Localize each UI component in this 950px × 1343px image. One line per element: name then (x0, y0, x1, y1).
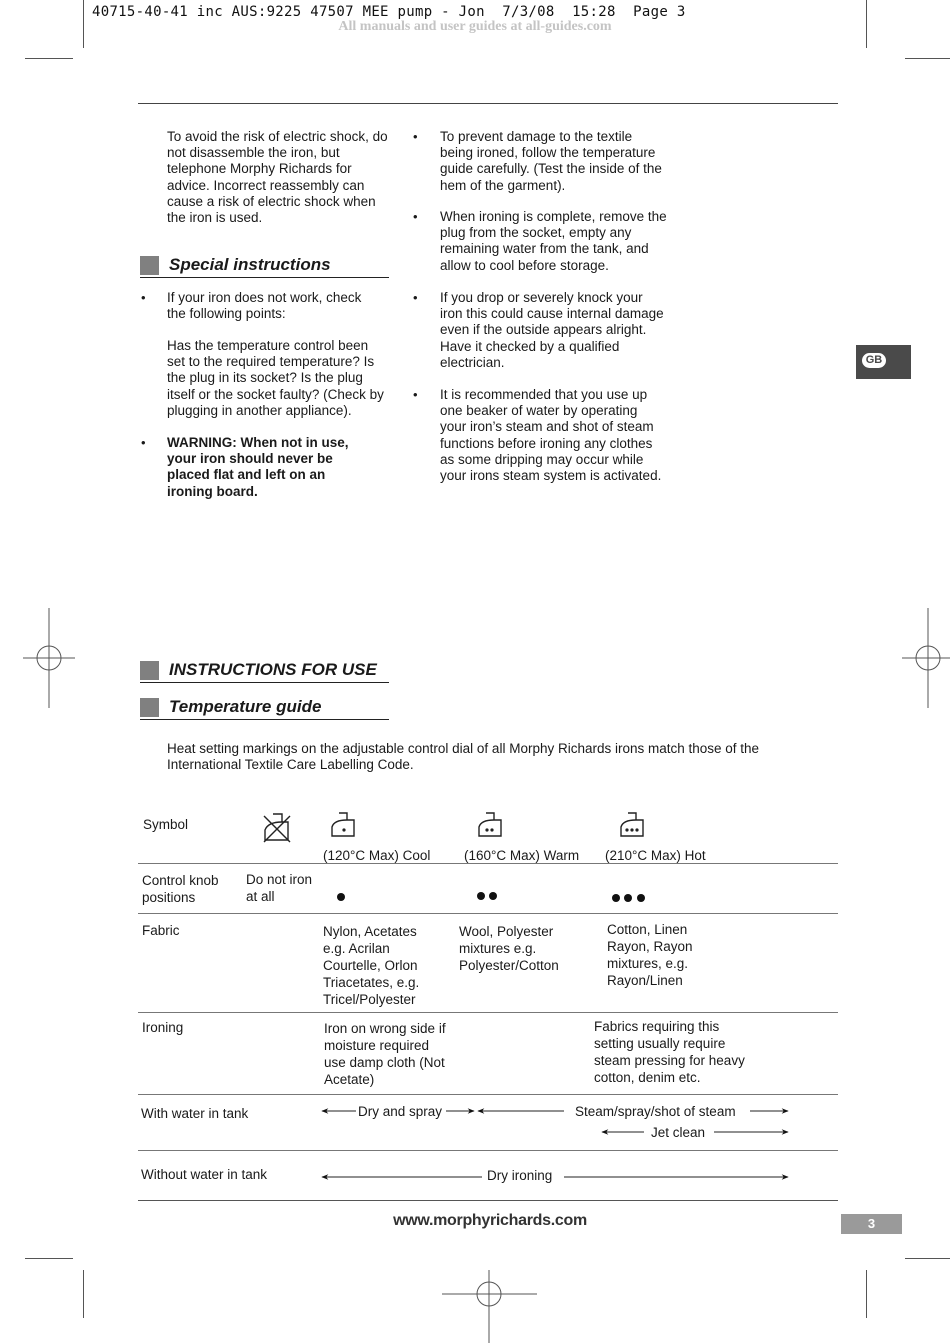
special-instructions-heading (140, 255, 389, 278)
table-divider (138, 913, 838, 914)
fabric-warm: Wool, Polyester mixtures e.g. Polyester/Cotton (459, 924, 559, 973)
table-divider (138, 863, 838, 864)
bullet-dot: • (413, 290, 418, 305)
crop-mark (83, 0, 84, 48)
dry-ironing-label: Dry ironing (487, 1168, 553, 1183)
crop-mark (866, 0, 867, 48)
registration-mark-right (902, 608, 950, 708)
dry-and-spray-label: Dry and spray (358, 1104, 443, 1119)
gb-label: GB (862, 353, 886, 368)
table-divider (138, 1094, 838, 1095)
bullet-dot: • (141, 435, 146, 450)
registration-mark-bottom (442, 1270, 537, 1343)
crop-mark (83, 1270, 84, 1318)
heading-text: Temperature guide (169, 697, 322, 716)
crop-mark (25, 1258, 73, 1259)
bullet-storage: When ironing is complete, remove the plug from the socket, empty any remaining water from the tank, and allow to cool before storage. (440, 209, 667, 273)
row-label-fabric: Fabric (142, 923, 180, 938)
page-number: 3 (841, 1214, 902, 1234)
table-bottom-rule (138, 1200, 838, 1201)
heading-square (140, 661, 159, 680)
jet-clean-label: Jet clean (651, 1125, 706, 1140)
bullet-dot: • (413, 209, 418, 224)
bullet-drop: If you drop or severely knock your iron this could cause internal damage even if the outside appears alright. Have it checked by a qualified electrician. (440, 290, 664, 370)
table-divider (138, 1012, 838, 1013)
watermark: All manuals and user guides at all-guides.com (338, 19, 612, 34)
bullet-check: If your iron does not work, check the following points: (167, 290, 362, 322)
row-label-control-knob: Control knob positions (142, 873, 219, 905)
knob-dot (337, 893, 345, 901)
knob-dot (477, 892, 485, 900)
temperature-guide-heading (140, 697, 389, 720)
temperature-intro: Heat setting markings on the adjustable control dial of all Morphy Richards irons match those of the International Textile Care Labelling Code. (167, 741, 760, 773)
crop-mark (905, 58, 950, 59)
hot-setting: (210°C Max) Hot (605, 848, 706, 863)
knob-dot (637, 894, 645, 902)
knob-dot (624, 894, 632, 902)
registration-mark-left (23, 608, 75, 708)
check-points: Has the temperature control been set to the required temperature? Is the plug in its socket? Is the plug itself or the socket faulty? (Check by plugging in another appliance). (167, 338, 384, 418)
language-tab-gb (856, 345, 911, 379)
crop-mark (866, 1270, 867, 1318)
fabric-hot: Cotton, Linen Rayon, Rayon mixtures, e.g. Rayon/Linen (607, 922, 693, 988)
ironing-cool: Iron on wrong side if moisture required use damp cloth (Not Acetate) (324, 1021, 446, 1087)
steam-spray-label: Steam/spray/shot of steam (575, 1104, 736, 1119)
heading-square (140, 256, 159, 275)
heading-text: Special instructions (169, 255, 331, 274)
row-label-with-water: With water in tank (141, 1106, 249, 1121)
crop-mark (905, 1258, 950, 1259)
intro-paragraph: To avoid the risk of electric shock, do not disassemble the iron, but telephone Morphy Richards for advice. Incorrect reassembly can cause a risk of electric shock when the iron is used. (167, 129, 388, 226)
iron-two-dot-icon (477, 811, 505, 839)
arrow-dry-ironing (318, 1167, 798, 1187)
crop-mark (25, 58, 73, 59)
website-url: www.morphyrichards.com (393, 1212, 587, 1229)
knob-dot (489, 892, 497, 900)
heading-square (140, 698, 159, 717)
print-header: 40715-40-41 inc AUS:9225 47507 MEE pump - Jon 7/3/08 15:28 Page 3 (92, 4, 686, 20)
instructions-for-use-heading (140, 660, 389, 683)
table-divider (138, 1150, 838, 1151)
bullet-dot: • (141, 290, 146, 305)
row-label-symbol: Symbol (143, 817, 189, 832)
iron-three-dot-icon (619, 811, 647, 839)
top-rule (138, 103, 838, 104)
fabric-cool: Nylon, Acetates e.g. Acrilan Courtelle, Orlon Triacetates, e.g. Tricel/Polyester (323, 924, 420, 1007)
do-not-iron-text: Do not iron at all (246, 872, 313, 904)
bullet-beaker: It is recommended that you use up one beaker of water by operating your iron’s steam and shot of steam functions before ironing any clothes as some dripping may occur while your irons steam system is activated. (440, 387, 662, 484)
ironing-hot: Fabrics requiring this setting usually require steam pressing for heavy cotton, denim etc. (594, 1019, 745, 1085)
warm-setting: (160°C Max) Warm (464, 848, 580, 863)
bullet-dot: • (413, 387, 418, 402)
bullet-temperature: To prevent damage to the textile being ironed, follow the temperature guide carefully. (Test the inside of the hem of the garment). (440, 129, 662, 193)
bullet-dot: • (413, 129, 418, 144)
do-not-iron-icon (262, 812, 292, 844)
iron-one-dot-icon (330, 811, 358, 839)
knob-dot (612, 894, 620, 902)
heading-text: INSTRUCTIONS FOR USE (169, 660, 377, 679)
row-label-without-water: Without water in tank (141, 1167, 268, 1182)
cool-setting: (120°C Max) Cool (323, 848, 431, 863)
row-label-ironing: Ironing (142, 1020, 184, 1035)
warning-text: WARNING: When not in use, your iron should never be placed flat and left on an ironing board. (167, 435, 349, 499)
